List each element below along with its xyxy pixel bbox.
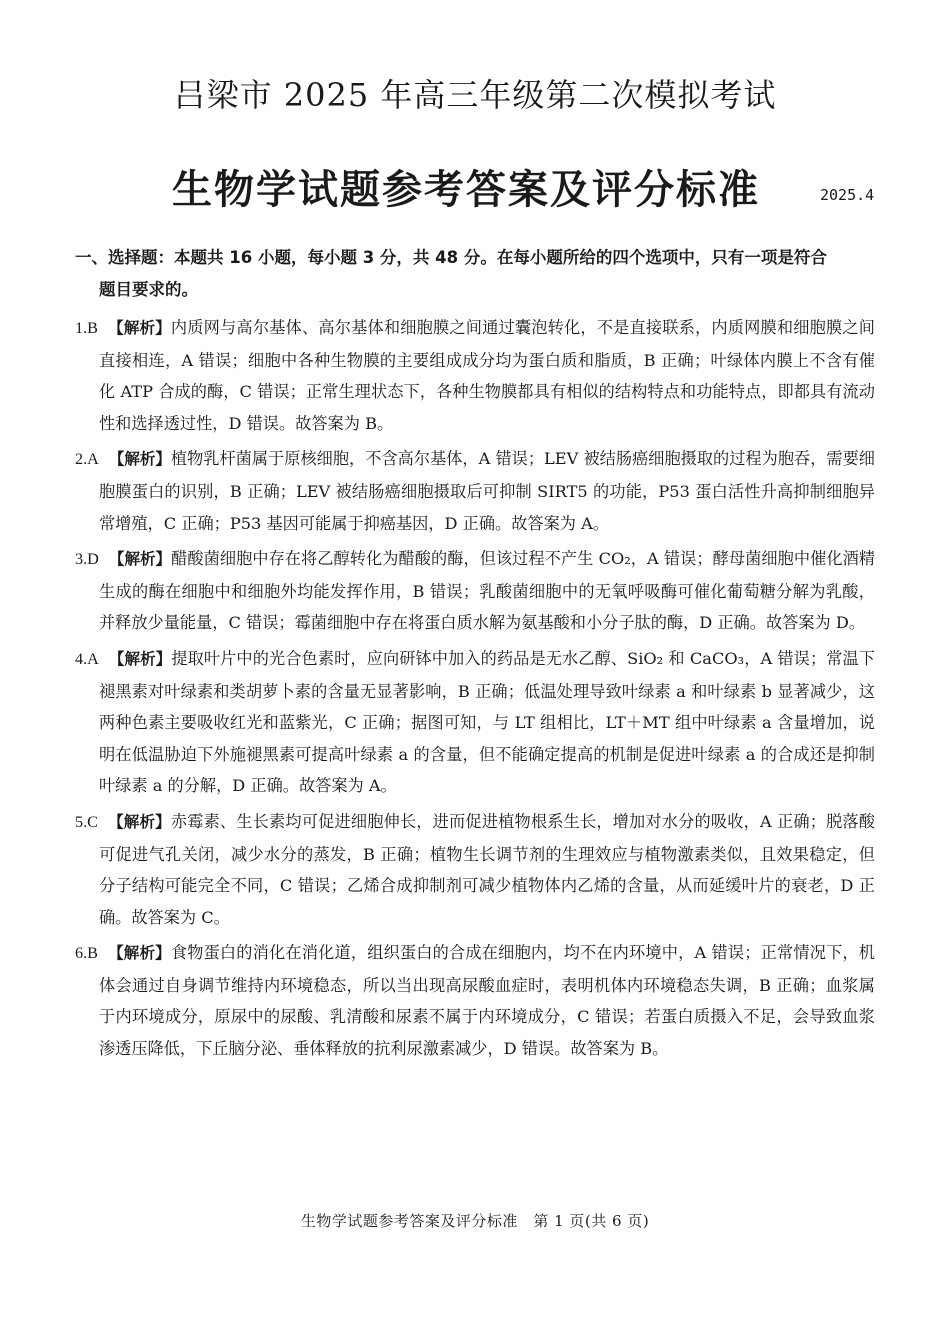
answer-explanation: 醋酸菌细胞中存在将乙醇转化为醋酸的酶，但该过程不产生 CO₂，A 错误；酵母菌细胞中催化酒精生成的酶在细胞中和细胞外均能发挥作用，B 错误；乳酸菌细胞中的无氧呼吸酶可催化葡萄糖分解为乳酸，并释放少量能量，C 错误；霉菌细胞中存在将蛋白质水解为氨基酸和小分子肽的酶，D 正确。故答案为 D。 <box>99 549 875 633</box>
answer-item-4 <box>75 643 875 802</box>
analysis-tag: 【解析】 <box>107 319 171 337</box>
answer-number: 3.D <box>75 550 99 569</box>
section-heading-line2: 题目要求的。 <box>99 280 198 299</box>
answer-item-2 <box>75 443 875 539</box>
answer-item-6 <box>75 937 875 1064</box>
analysis-tag: 【解析】 <box>108 450 171 469</box>
document-date: 2025.4 <box>820 186 875 204</box>
answer-number: 5.C <box>75 812 98 831</box>
answer-explanation: 内质网与高尔基体、高尔基体和细胞膜之间通过囊泡转化，不是直接联系，内质网膜和细胞膜之间直接相连，A 错误；细胞中各种生物膜的主要组成成分均为蛋白质和脂质，B 正确；叶绿体内膜上不含有催化 ATP 合成的酶，C 错误；正常生理状态下，各种生物膜都具有相似的结构特点和功能特点，即都具有流动性和选择透过性，D 错误。故答案为 B。 <box>99 318 875 433</box>
page-footer: 生物学试题参考答案及评分标准 第 1 页(共 6 页) <box>300 1212 650 1230</box>
answer-number: 1.B <box>75 319 98 337</box>
analysis-tag: 【解析】 <box>108 649 172 668</box>
answer-explanation: 赤霉素、生长素均可促进细胞伸长，进而促进植物根系生长，增加对水分的吸收，A 正确；脱落酸可促进气孔关闭，减少水分的蒸发，B 正确；植物生长调节剂的生理效应与植物激素类似，且效果稳定，但分子结构可能完全不同，C 错误；乙烯合成抑制剂可减少植物体内乙烯的含量，从而延缓叶片的衰老，D 正确。故答案为 C。 <box>99 811 875 927</box>
answer-list <box>75 312 875 1069</box>
answer-number: 6.B <box>75 944 98 963</box>
exam-title: 吕梁市 2025 年高三年级第二次模拟考试 <box>173 76 777 114</box>
answer-item-3 <box>75 543 875 639</box>
analysis-tag: 【解析】 <box>108 550 172 569</box>
answer-number: 2.A <box>75 450 99 469</box>
page-title: 生物学试题参考答案及评分标准 <box>172 167 760 213</box>
answer-item-5 <box>75 806 875 933</box>
analysis-tag: 【解析】 <box>107 812 171 831</box>
answer-explanation: 食物蛋白的消化在消化道，组织蛋白的合成在细胞内，均不在内环境中，A 错误；正常情况下，机体会通过自身调节维持内环境稳态，所以当出现高尿酸血症时，表明机体内环境稳态失调，B 正确；血浆属于内环境成分，原尿中的尿酸、乳清酸和尿素不属于内环境成分，C 错误；若蛋白质摄入不足，会导致血浆渗透压降低，下丘脑分泌、垂体释放的抗利尿激素减少，D 错误。故答案为 B。 <box>99 943 875 1059</box>
analysis-tag: 【解析】 <box>107 944 171 963</box>
section-heading <box>75 242 875 306</box>
answer-number: 4.A <box>75 649 99 668</box>
answer-explanation: 植物乳杆菌属于原核细胞，不含高尔基体，A 错误；LEV 被结肠癌细胞摄取的过程为胞吞，需要细胞膜蛋白的识别，B 正确；LEV 被结肠癌细胞摄取后可抑制 SIRT5 的功能，P53 蛋白活性升高抑制细胞异常增殖，C 正确；P53 基因可能属于抑癌基因，D 正确。故答案为 A。 <box>99 449 875 533</box>
section-heading-line1: 一、选择题：本题共 16 小题，每小题 3 分，共 48 分。在每小题所给的四个选项中，只有一项是符合 <box>75 248 827 267</box>
answer-item-1 <box>75 312 875 439</box>
answer-explanation: 提取叶片中的光合色素时，应向研钵中加入的药品是无水乙醇、SiO₂ 和 CaCO₃，A 错误；常温下褪黑素对叶绿素和类胡萝卜素的含量无显著影响，B 正确；低温处理导致叶绿素 a 和叶绿素 b 显著减少，这两种色素主要吸收红光和蓝紫光，C 正确；据图可知，与 LT 组相比，LT＋MT 组中叶绿素 a 含量增加，说明在低温胁迫下外施褪黑素可提高叶绿素 a 的含量，但不能确定提高的机制是促进叶绿素 a 的合成还是抑制叶绿素 a 的分解，D 正确。故答案为 A。 <box>99 648 875 796</box>
